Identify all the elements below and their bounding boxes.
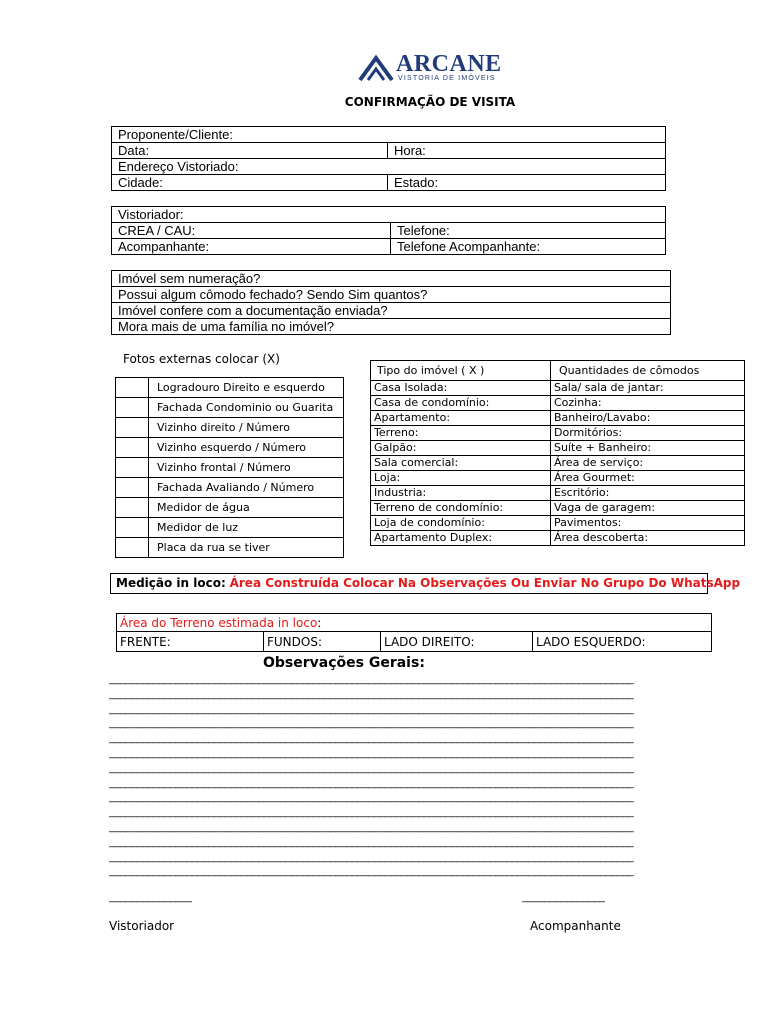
photo-label: Fachada Condominio ou Guarita [149, 398, 344, 418]
property-type-cell[interactable]: Industria: [371, 486, 551, 501]
observation-line: _______________________________________________________________________________________________ [109, 776, 634, 789]
observations-title: Observações Gerais: [263, 655, 425, 671]
property-row [371, 516, 745, 531]
photo-checkbox[interactable] [116, 518, 149, 538]
observation-line: _______________________________________________________________________________________________ [109, 673, 634, 685]
question-row[interactable] [112, 271, 670, 287]
property-table [370, 360, 745, 546]
property-type-cell[interactable]: Terreno: [371, 426, 551, 441]
terrain-title: Área do Terreno estimada in loco [120, 615, 318, 630]
photos-heading: Fotos externas colocar (X) [123, 352, 280, 366]
endereco-label: Endereço Vistoriado: [118, 159, 239, 174]
observations-lines[interactable] [109, 672, 654, 879]
question-text: Imóvel sem numeração? [118, 271, 261, 286]
question-row[interactable] [112, 303, 670, 319]
photo-row [116, 518, 344, 538]
photo-checkbox[interactable] [116, 478, 149, 498]
telefone-label: Telefone: [390, 223, 450, 238]
photo-checkbox[interactable] [116, 538, 149, 558]
cidade-estado-row[interactable] [112, 175, 665, 191]
observation-line: _______________________________________________________________________________________________ [109, 761, 634, 774]
telefone-acompanhante-label: Telefone Acompanhante: [390, 239, 540, 255]
observation-line: _______________________________________________________________________________________________ [109, 850, 634, 863]
property-row [371, 441, 745, 456]
observation-line: _______________________________________________________________________________________________ [109, 865, 634, 878]
photo-row [116, 538, 344, 558]
photo-checkbox[interactable] [116, 398, 149, 418]
property-type-cell[interactable]: Loja de condomínio: [371, 516, 551, 531]
lado-direito-cell[interactable]: LADO DIREITO: [381, 632, 533, 652]
data-label: Data: [118, 143, 150, 158]
proponente-label: Proponente/Cliente: [118, 127, 233, 142]
photo-label: Placa da rua se tiver [149, 538, 344, 558]
photo-label: Medidor de água [149, 498, 344, 518]
photo-label: Vizinho frontal / Número [149, 458, 344, 478]
photo-row [116, 438, 344, 458]
property-type-cell[interactable]: Apartamento: [371, 411, 551, 426]
photo-row [116, 458, 344, 478]
photo-checkbox[interactable] [116, 498, 149, 518]
photo-label: Medidor de luz [149, 518, 344, 538]
property-type-cell[interactable]: Casa Isolada: [371, 381, 551, 396]
data-hora-row[interactable] [112, 143, 665, 159]
rooms-header: Quantidades de cômodos [551, 361, 745, 381]
house-roof-icon [358, 54, 394, 84]
observation-line: _______________________________________________________________________________________________ [109, 746, 634, 759]
acompanhante-label: Acompanhante: [118, 239, 210, 254]
observation-line: _______________________________________________________________________________________________ [109, 717, 634, 730]
measurement-note: Área Construída Colocar Na Observações Ou Enviar No Grupo Do WhatsApp [229, 576, 741, 590]
endereco-row[interactable] [112, 159, 665, 175]
crea-telefone-row[interactable] [112, 223, 665, 239]
frente-cell[interactable]: FRENTE: [117, 632, 264, 652]
hora-label: Hora: [387, 143, 426, 158]
photo-row [116, 418, 344, 438]
photo-checkbox[interactable] [116, 438, 149, 458]
room-count-cell[interactable]: Dormitórios: [551, 426, 745, 441]
photo-row [116, 378, 344, 398]
question-row[interactable] [112, 319, 670, 335]
question-text: Imóvel confere com a documentação enviada? [118, 303, 388, 318]
property-row [371, 426, 745, 441]
logo-subtitle: VISTORIA DE IMÓVEIS [398, 75, 496, 82]
observation-line: _______________________________________________________________________________________________ [109, 806, 634, 819]
property-type-cell[interactable]: Loja: [371, 471, 551, 486]
room-count-cell[interactable]: Área Gourmet: [551, 471, 745, 486]
property-row [371, 486, 745, 501]
photo-row [116, 478, 344, 498]
room-count-cell[interactable]: Escritório: [551, 486, 745, 501]
photo-label: Vizinho esquerdo / Número [149, 438, 344, 458]
observation-line: _______________________________________________________________________________________________ [109, 791, 634, 804]
property-row [371, 456, 745, 471]
lado-esquerdo-cell[interactable]: LADO ESQUERDO: [533, 632, 712, 652]
property-type-cell[interactable]: Sala comercial: [371, 456, 551, 471]
photo-label: Vizinho direito / Número [149, 418, 344, 438]
signature-label-acompanhante: Acompanhante [530, 919, 621, 933]
signature-label-vistoriador: Vistoriador [109, 919, 175, 933]
room-count-cell[interactable]: Área descoberta: [551, 531, 745, 546]
property-row [371, 531, 745, 546]
photo-label: Logradouro Direito e esquerdo [149, 378, 344, 398]
observation-line: _______________________________________________________________________________________________ [109, 732, 634, 745]
terrain-table [116, 613, 712, 652]
property-row [371, 396, 745, 411]
question-text: Mora mais de uma família no imóvel? [118, 319, 335, 334]
property-row [371, 411, 745, 426]
room-count-cell[interactable]: Banheiro/Lavabo: [551, 411, 745, 426]
logo-name: ARCANE [396, 51, 502, 77]
inspector-box [111, 206, 666, 255]
property-row [371, 501, 745, 516]
property-type-cell[interactable]: Casa de condomínio: [371, 396, 551, 411]
terrain-colon: : [317, 615, 322, 630]
photo-checkbox[interactable] [116, 418, 149, 438]
proponente-row[interactable] [112, 127, 665, 143]
room-count-cell[interactable]: Vaga de garagem: [551, 501, 745, 516]
crea-label: CREA / CAU: [118, 223, 196, 238]
room-count-cell[interactable]: Área de serviço: [551, 456, 745, 471]
cidade-label: Cidade: [118, 175, 163, 190]
estado-label: Estado: [387, 175, 438, 191]
vistoriador-label: Vistoriador: [118, 207, 184, 222]
room-count-cell[interactable]: Suíte + Banheiro: [551, 441, 745, 456]
type-header: Tipo do imóvel ( X ) [371, 361, 551, 381]
observation-line: _______________________________________________________________________________________________ [109, 702, 634, 715]
client-box [111, 126, 666, 191]
page-title: CONFIRMAÇÃO DE VISITA [344, 95, 516, 109]
property-type-cell[interactable]: Galpão: [371, 441, 551, 456]
photo-row [116, 398, 344, 418]
property-type-cell[interactable]: Apartamento Duplex: [371, 531, 551, 546]
room-count-cell[interactable]: Cozinha: [551, 396, 745, 411]
measurement-box [110, 573, 741, 594]
property-type-cell[interactable]: Terreno de condomínio: [371, 501, 551, 516]
question-text: Possui algum cômodo fechado? Sendo Sim quantos? [118, 287, 428, 302]
signature-line-acompanhante: _______________ [522, 891, 605, 903]
questions-box [111, 270, 671, 335]
measurement-label: Medição in loco: [116, 576, 226, 590]
room-count-cell[interactable]: Pavimentos: [551, 516, 745, 531]
vistoriador-row[interactable] [112, 207, 665, 223]
photo-checkbox[interactable] [116, 378, 149, 398]
observation-line: _______________________________________________________________________________________________ [109, 835, 634, 848]
property-row [371, 381, 745, 396]
acompanhante-row[interactable] [112, 239, 665, 255]
photos-table [115, 377, 344, 558]
terrain-title-cell [117, 614, 712, 632]
room-count-cell[interactable]: Sala/ sala de jantar: [551, 381, 745, 396]
question-row[interactable] [112, 287, 670, 303]
arcane-logo [358, 52, 508, 86]
signature-line-vistoriador: _______________ [109, 891, 192, 903]
observation-line: _______________________________________________________________________________________________ [109, 820, 634, 833]
property-row [371, 471, 745, 486]
fundos-cell[interactable]: FUNDOS: [264, 632, 381, 652]
photo-row [116, 498, 344, 518]
observation-line: _______________________________________________________________________________________________ [109, 687, 634, 700]
photo-label: Fachada Avaliando / Número [149, 478, 344, 498]
photo-checkbox[interactable] [116, 458, 149, 478]
